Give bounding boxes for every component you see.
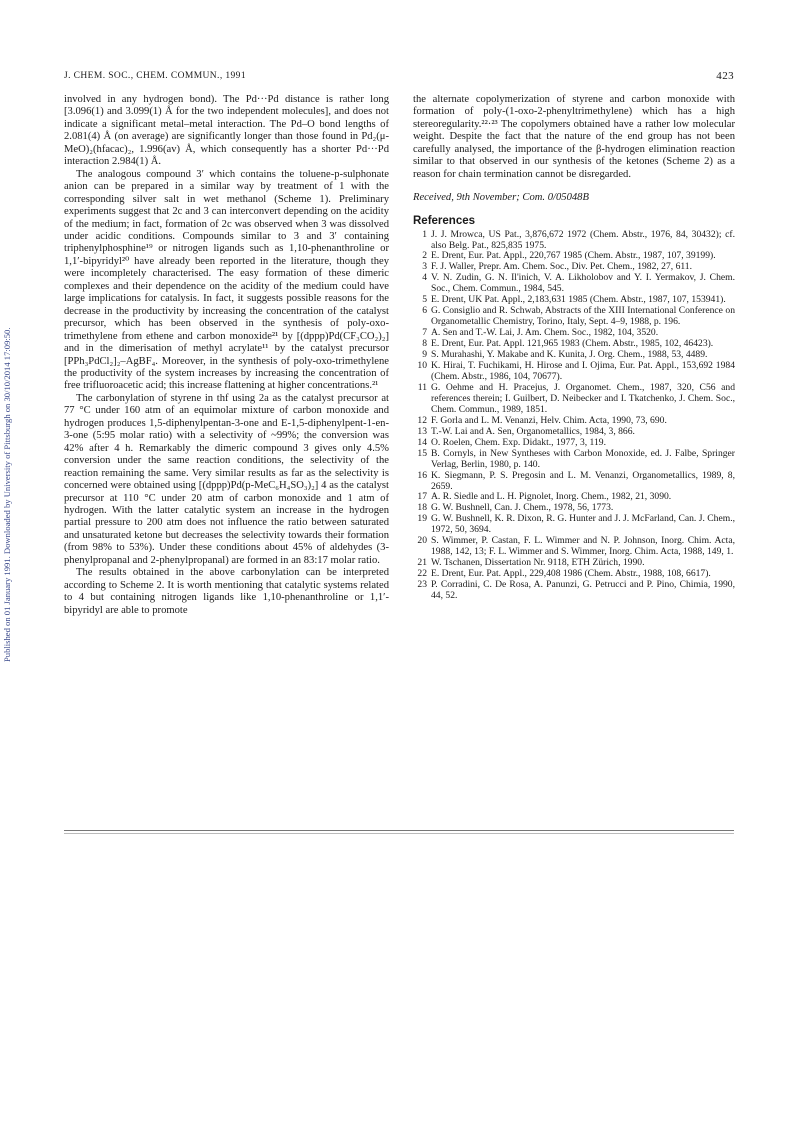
reference-number: 20 bbox=[417, 535, 427, 547]
reference-text: K. Siegmann, P. S. Pregosin and L. M. Venanzi, Organometallics, 1989, 8, 2659. bbox=[431, 469, 735, 492]
reference-text: P. Corradini, C. De Rosa, A. Panunzi, G. Petrucci and P. Pino, Chimia, 1990, 44, 52. bbox=[431, 579, 735, 602]
reference-number: 11 bbox=[417, 381, 427, 393]
received-date: Received, 9th November; Com. 0/05048B bbox=[413, 192, 589, 204]
reference-number: 4 bbox=[422, 272, 427, 284]
reference-item bbox=[413, 306, 735, 328]
reference-text: A. Sen and T.-W. Lai, J. Am. Chem. Soc., 1982, 104, 3520. bbox=[431, 327, 659, 339]
reference-text: G. W. Bushnell, Can. J. Chem., 1978, 56, 1773. bbox=[431, 502, 614, 514]
right-column bbox=[413, 94, 735, 602]
reference-item bbox=[413, 230, 735, 252]
reference-text: E. Drent, Eur. Pat. Appl., 229,408 1986 (Chem. Abstr., 1988, 108, 6617). bbox=[431, 568, 711, 580]
page-header bbox=[64, 70, 734, 86]
page-bottom-rule bbox=[64, 830, 734, 831]
reference-number: 10 bbox=[417, 360, 427, 372]
reference-text: W. Tschanen, Dissertation Nr. 9118, ETH Zürich, 1990. bbox=[431, 557, 645, 569]
reference-number: 9 bbox=[422, 349, 427, 361]
reference-number: 5 bbox=[422, 294, 427, 306]
reference-number: 15 bbox=[417, 447, 427, 459]
reference-number: 3 bbox=[422, 261, 427, 273]
reference-item bbox=[413, 273, 735, 295]
reference-number: 12 bbox=[417, 414, 427, 426]
reference-text: G. Oehme and H. Pracejus, J. Organomet. Chem., 1987, 320, C56 and references therein; I. Guilbert, D. Neibecker and I. Tkatchenko, J. Chem. Soc., Chem. Commun., 1989, 1851. bbox=[431, 381, 735, 415]
reference-number: 21 bbox=[417, 557, 427, 569]
reference-list bbox=[413, 230, 735, 602]
reference-item bbox=[413, 383, 735, 416]
reference-text: V. N. Zudin, G. N. Il'inich, V. A. Likholobov and Y. I. Yermakov, J. Chem. Soc., Chem. Commun., 1984, 545. bbox=[431, 272, 735, 295]
left-column bbox=[64, 94, 389, 617]
reference-text: B. Cornyls, in New Syntheses with Carbon Monoxide, ed. J. Falbe, Springer Verlag, Berlin, 1980, p. 140. bbox=[431, 447, 735, 470]
reference-item bbox=[413, 361, 735, 383]
reference-number: 18 bbox=[417, 502, 427, 514]
reference-text: J. J. Mrowca, US Pat., 3,876,672 1972 (Chem. Abstr., 1976, 84, 30432); cf. also Belg. Pat., 825,835 1975. bbox=[431, 228, 735, 251]
reference-text: K. Hirai, T. Fuchikami, H. Hirose and I. Ojima, Eur. Pat. Appl., 153,692 1984 (Chem. Abstr., 1986, 104, 70677). bbox=[431, 360, 735, 382]
reference-text: G. Consiglio and R. Schwab, Abstracts of the XIII International Conference on Organometallic Chemistry, Torino, Italy, Sept. 4–9, 1988, p. 196. bbox=[431, 305, 735, 328]
reference-item bbox=[413, 449, 735, 471]
reference-text: T.-W. Lai and A. Sen, Organometallics, 1984, 3, 866. bbox=[431, 425, 635, 437]
reference-text: O. Roelen, Chem. Exp. Didakt., 1977, 3, 119. bbox=[431, 436, 606, 448]
journal-citation: J. CHEM. SOC., CHEM. COMMUN., 1991 bbox=[64, 71, 246, 81]
body-paragraph: involved in any hydrogen bond). The Pd···Pd distance is rather long [3.096(1) and 3.099(1) Å for the two independent molecules], and does not indicate a significant metal–metal interaction. The Pd–O bond lengths of 2.081(4) Å (on average) are significantly longer than those found in Pd₂(μ-MeO)₂(hfacac)₂, 1.996(av) Å, which consequently has a shorter Pd···Pd interaction 2.984(1) Å. bbox=[64, 94, 389, 168]
reference-text: E. Drent, Eur. Pat. Appl., 220,767 1985 (Chem. Abstr., 1987, 107, 39199). bbox=[431, 250, 716, 262]
reference-text: A. R. Siedle and L. H. Pignolet, Inorg. Chem., 1982, 21, 3090. bbox=[431, 491, 672, 503]
reference-number: 16 bbox=[417, 469, 427, 481]
reference-item bbox=[413, 514, 735, 536]
body-paragraph: The analogous compound 3′ which contains the toluene-p-sulphonate anion can be prepared in a similar way by treatment of 1 with the corresponding silver salt in wet methanol (Scheme 1). Preliminary experiments suggest that 2c and 3 can interconvert depending on the acidity of the medium; in fact, formation of 2c was observed when 3 was dissolved under acidic conditions. Compounds similar to 3 and 3′ containing triphenylphosphine¹⁹ or nitrogen ligands such as 1,10-phenanthroline or 1,1′-bipyridyl²⁰ have already been reported in the literature, though they were incompletely characterised. The easy formation of these dimeric complexes and their dependence on the acidity of the medium could have large implications for catalysis. In fact, it suggests possible reasons for the decrease in the productivity by increasing the concentration of the catalyst precursor, which has been observed in the synthesis of poly-oxo-trimethylene from ethene and carbon monoxide²¹ by [(dppp)Pd(CF₃CO₂)₂] and in the dimerisation of methyl acrylate¹¹ by the catalyst precursor [PPh₃PdCl₂]₂–AgBF₄. Moreover, in the synthesis of poly-oxo-trimethylene the productivity of the system increases by increasing the concentration of free trifluoroacetic acid; this increase flattening at higher concentrations.²¹ bbox=[64, 168, 389, 392]
reference-text: F. Gorla and L. M. Venanzi, Helv. Chim. Acta, 1990, 73, 690. bbox=[431, 414, 667, 426]
reference-number: 8 bbox=[422, 338, 427, 350]
reference-text: G. W. Bushnell, K. R. Dixon, R. G. Hunter and J. J. McFarland, Can. J. Chem., 1972, 50, 3694. bbox=[431, 513, 735, 536]
reference-item bbox=[413, 471, 735, 493]
reference-number: 1 bbox=[422, 228, 427, 240]
page-number: 423 bbox=[716, 70, 734, 82]
reference-number: 23 bbox=[417, 579, 427, 591]
body-paragraph: The results obtained in the above carbonylation can be interpreted according to Scheme 2. It is worth mentioning that catalytic systems related to 4 but containing nitrogen ligands like 1,10-phenanthroline or 1,1′-bipyridyl are able to promote bbox=[64, 567, 389, 616]
reference-text: E. Drent, Eur. Pat. Appl. 121,965 1983 (Chem. Abstr., 1985, 102, 46423). bbox=[431, 338, 714, 350]
reference-number: 17 bbox=[417, 491, 427, 503]
reference-item bbox=[413, 580, 735, 602]
download-watermark bbox=[2, 262, 16, 662]
reference-number: 22 bbox=[417, 568, 427, 580]
reference-number: 2 bbox=[422, 250, 427, 262]
reference-text: F. J. Waller, Prepr. Am. Chem. Soc., Div. Pet. Chem., 1982, 27, 611. bbox=[431, 261, 693, 273]
download-watermark-text: Published on 01 January 1991. Downloaded by University of Pittsburgh on 30/10/2014 17:09:50. bbox=[2, 327, 12, 662]
body-paragraph: the alternate copolymerization of styrene and carbon monoxide with formation of poly-(1-oxo-2-phenyltrimethylene) which has a high stereoregularity.²²·²³ The copolymers obtained have a rather low molecular weight. Despite the fact that the nature of the end group has not been carefully analysed, the importance of the β-hydrogen elimination reaction similar to that observed in our synthesis of the ketones (Scheme 2) as a reason for chain termination cannot be disregarded. bbox=[413, 94, 735, 180]
reference-text: E. Drent, UK Pat. Appl., 2,183,631 1985 (Chem. Abstr., 1987, 107, 153941). bbox=[431, 294, 726, 306]
reference-text: S. Wimmer, P. Castan, F. L. Wimmer and N. P. Johnson, Inorg. Chim. Acta, 1988, 142, 13; F. L. Wimmer and S. Wimmer, Inorg. Chim. Acta, 1988, 149, 1. bbox=[431, 535, 735, 558]
reference-item bbox=[413, 536, 735, 558]
reference-number: 7 bbox=[422, 327, 427, 339]
references-heading: References bbox=[413, 214, 476, 227]
reference-number: 6 bbox=[422, 305, 427, 317]
reference-text: S. Murahashi, Y. Makabe and K. Kunita, J. Org. Chem., 1988, 53, 4489. bbox=[431, 349, 708, 361]
reference-number: 19 bbox=[417, 513, 427, 525]
page-bottom-rule-secondary bbox=[64, 833, 734, 834]
reference-number: 13 bbox=[417, 425, 427, 437]
body-paragraph: The carbonylation of styrene in thf using 2a as the catalyst precursor at 77 °C under 160 atm of an equimolar mixture of carbon monoxide and hydrogen produces 1,5-diphenylpentan-3-one and E-1,5-diphenylpent-1-en-3-one (5:95 molar ratio) with a selectivity of ~99%; the conversion was 42% after 4 h. Remarkably the dimeric compound 3 gives only 4.5% conversion under the same reaction conditions, the selectivity of the reaction remaining the same. Very similar results as far as the selectivity is concerned were obtained using [(dppp)Pd(p-MeC₆H₄SO₃)₂] 4 as the catalyst precursor at 110 °C under 20 atm of carbon monoxide and 1 atm of hydrogen. With the latter catalytic system an increase in the hydrogen partial pressure to 200 atm does not influence the ratio between saturated and unsaturated ketone but decreases the selectivity towards their formation (from 98% to 53%). Under these conditions about 45% of aldehydes (3-phenylpropanal and 2-phenylpropanal) are formed in an 83:17 molar ratio. bbox=[64, 392, 389, 566]
reference-number: 14 bbox=[417, 436, 427, 448]
